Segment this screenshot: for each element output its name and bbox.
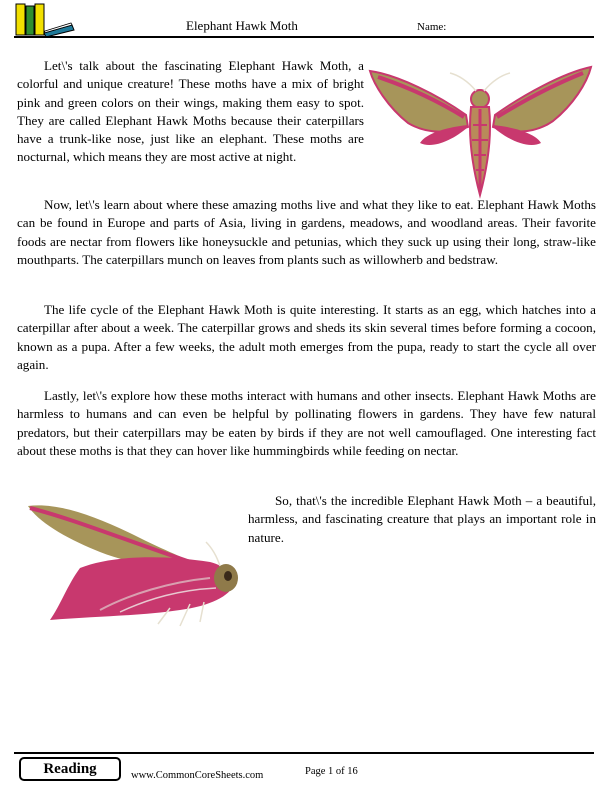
moth-side-view-image	[20, 498, 242, 630]
moth-top-view-image	[368, 55, 593, 200]
paragraph-habitat: Now, let\'s learn about where these amazing moths live and what they like to eat. Elephant Hawk Moths can be found in Europe and parts of Asia, living in gardens, meadows, and woodland areas. Their favorite foods are nectar from flowers like honeysuckle and petunias, which they suck up using their long, straw-like mouthparts. The caterpillars munch on leaves from plants such as willowherb and bedstraw.	[17, 197, 596, 267]
paragraph-conclusion: So, that\'s the incredible Elephant Hawk Moth – a beautiful, harmless, and fascinating creature that plays an important role in nature.	[248, 493, 596, 545]
subject-badge: Reading	[19, 757, 121, 781]
footer-divider	[14, 752, 594, 754]
paragraph-intro: Let\'s talk about the fascinating Elephant Hawk Moth, a colorful and unique creature! These moths have a mix of bright pink and green colors on their wings, making them easy to spot. They are called Elephant Hawk Moths because their caterpillars have a trunk-like nose, just like an elephant. These moths are nocturnal, which means they are most active at night.	[17, 58, 364, 165]
header-divider	[14, 36, 594, 38]
paragraph-interactions: Lastly, let\'s explore how these moths interact with humans and other insects. Elephant Hawk Moths are harmless to humans and can even be helpful by pollinating flowers in gardens. They have few natural predators, but their caterpillars may be eaten by birds if they are not well camouflaged. One interesting fact about these moths is that they can hover like hummingbirds while feeding on nectar.	[17, 388, 596, 458]
name-label: Name:	[417, 21, 447, 33]
page-title: Elephant Hawk Moth	[186, 18, 298, 33]
page-number: Page 1 of 16	[305, 766, 358, 777]
paragraph-life-cycle: The life cycle of the Elephant Hawk Moth is quite interesting. It starts as an egg, which hatches into a caterpillar after about a week. The caterpillar grows and sheds its skin several times before forming a cocoon, known as a pupa. After a few weeks, the adult moth emerges from the pupa, ready to start the cycle all over again.	[17, 302, 596, 372]
books-icon	[14, 3, 76, 37]
site-url: www.CommonCoreSheets.com	[131, 770, 264, 781]
